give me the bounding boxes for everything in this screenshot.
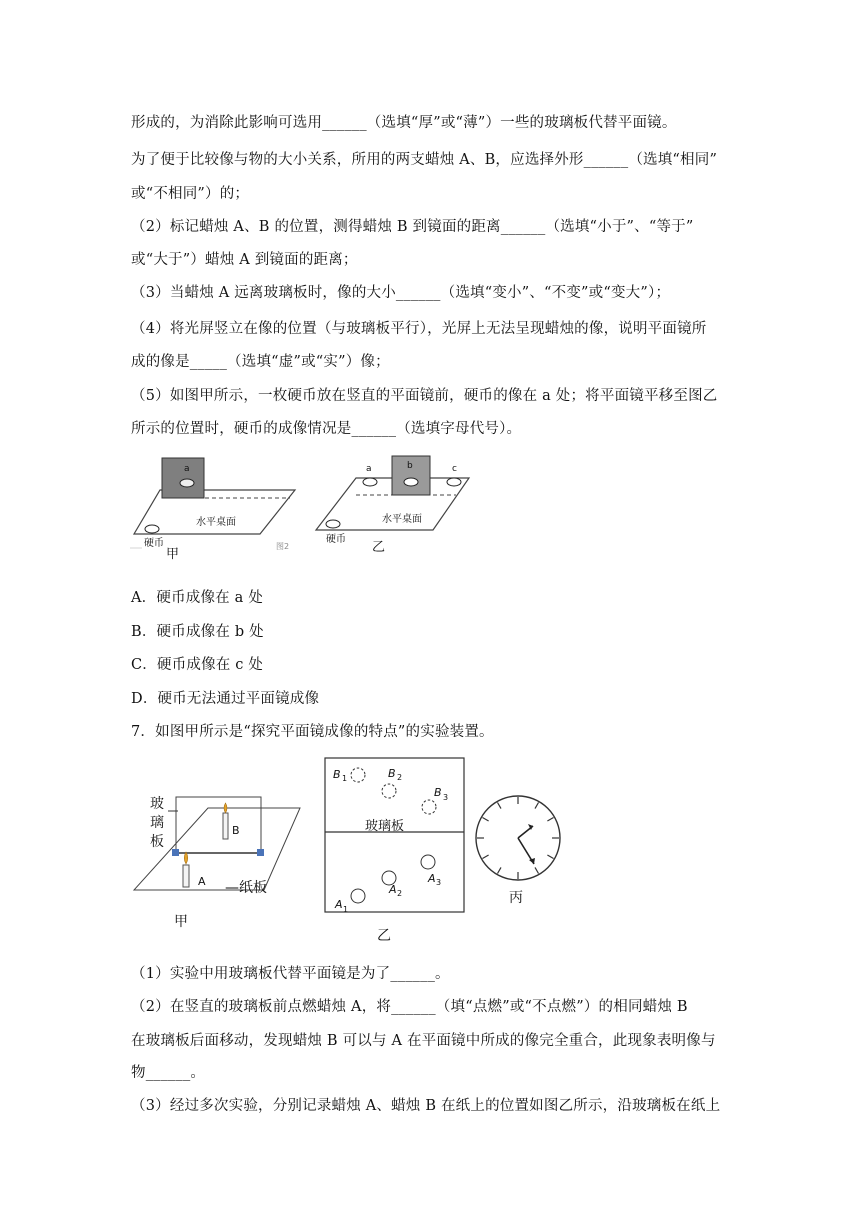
label-a2: A — [389, 883, 397, 896]
label-a2-sub: 2 — [397, 889, 403, 898]
text-line: 成的像是_____（选填“虚”或“实”）像； — [131, 354, 390, 370]
clock-tick — [483, 818, 489, 822]
candle-a — [183, 865, 189, 887]
text-line: 在玻璃板后面移动，发现蜡烛 B 可以与 A 在平面镜中所成的像完全重合，此现象表明像与 — [131, 1033, 716, 1049]
coin-label: 硬币 — [326, 534, 346, 545]
label-b3: B — [434, 786, 442, 799]
caption-bing: 丙 — [509, 890, 523, 906]
text-line: 或“不相同”）的； — [131, 186, 250, 202]
label-a: a — [366, 464, 372, 474]
coin-icon — [145, 525, 159, 533]
figure-coin-mirror — [130, 450, 480, 562]
text-line: 形成的，为消除此影响可选用______（选填“厚”或“薄”）一些的玻璃板代替平面镜。 — [131, 115, 677, 131]
label-a3: A — [428, 872, 436, 885]
text-line: 物______。 — [131, 1065, 206, 1081]
label-b: b — [407, 461, 413, 471]
text-line: （3）经过多次实验，分别记录蜡烛 A、蜡烛 B 在纸上的位置如图乙所示，沿玻璃板在纸上 — [131, 1098, 721, 1114]
clock-tick — [547, 818, 553, 822]
figure-yi — [325, 758, 464, 944]
text-line: 所示的位置时，硬币的成像情况是______（选填字母代号）。 — [131, 421, 522, 437]
glass-label: 板 — [150, 834, 164, 850]
label-b2: B — [388, 767, 396, 780]
figure-jia — [130, 458, 295, 562]
text-line: （1）实验中用玻璃板代替平面镜是为了______。 — [131, 966, 450, 982]
label-a: A — [198, 875, 206, 888]
caption-jia: 甲 — [166, 547, 180, 562]
figure-yi — [316, 456, 469, 555]
candle-b — [223, 813, 228, 839]
clock-tick — [547, 855, 553, 859]
figure-jia — [134, 795, 300, 930]
label-a1: A — [335, 898, 343, 911]
clock-tick — [535, 803, 539, 809]
caption-yi: 乙 — [377, 928, 391, 944]
option-b: B．硬币成像在 b 处 — [131, 624, 264, 640]
label-b1: B — [333, 768, 341, 781]
clock-tick — [483, 855, 489, 859]
glass-label: 璃 — [150, 815, 164, 831]
text-line: （2）标记蜡烛 A、B 的位置，测得蜡烛 B 到镜面的距离______（选填“小于”、“等于” — [131, 219, 694, 235]
label-b3-sub: 3 — [443, 793, 449, 802]
text-line: （4）将光屏竖立在像的位置（与玻璃板平行），光屏上无法呈现蜡烛的像，说明平面镜所 — [131, 321, 707, 337]
glass-plate — [176, 797, 261, 853]
text-line: （3）当蜡烛 A 远离玻璃板时，像的大小______（选填“变小”、“不变”或“变大”）； — [131, 285, 671, 301]
flame-icon — [224, 803, 227, 813]
coin-icon — [326, 520, 340, 528]
mirror-rect — [162, 458, 204, 498]
clock-tick — [498, 867, 502, 873]
glass-label: 玻 — [150, 796, 164, 812]
label-b1-sub: 1 — [342, 774, 348, 783]
text-line: （5）如图甲所示，一枚硬币放在竖直的平面镜前，硬币的像在 a 处；将平面镜平移至图乙 — [131, 388, 718, 404]
paper-label: —纸板 — [225, 880, 267, 896]
figure-bing-clock-icon — [476, 796, 560, 906]
caption-jia: 甲 — [174, 914, 188, 930]
fig-tag: 图2 — [276, 542, 290, 551]
text-line: （2）在竖直的玻璃板前点燃蜡烛 A，将______（填“点燃”或“不点燃”）的相同蜡烛 B — [131, 999, 688, 1015]
text-line: 为了便于比较像与物的大小关系，所用的两支蜡烛 A、B，应选择外形______（选填“相同” — [131, 152, 718, 168]
option-d: D．硬币无法通过平面镜成像 — [131, 691, 320, 707]
label-b2-sub: 2 — [397, 773, 403, 782]
question-7-title: 7．如图甲所示是“探究平面镜成像的特点”的实验装置。 — [131, 724, 494, 740]
table-label: 水平桌面 — [382, 514, 422, 525]
clock-tick — [498, 803, 502, 809]
label-c: c — [452, 464, 457, 474]
label-a1-sub: 1 — [343, 905, 349, 914]
label-b: B — [232, 824, 240, 837]
caption-yi: 乙 — [372, 540, 386, 555]
text-line: 或“大于”）蜡烛 A 到镜面的距离； — [131, 252, 358, 268]
table-label: 水平桌面 — [196, 517, 236, 528]
label-a: a — [184, 464, 190, 474]
clock-tick — [535, 867, 539, 873]
label-a3-sub: 3 — [436, 878, 442, 887]
glass-label: 玻璃板 — [365, 819, 405, 834]
coin-label: 硬币 — [144, 538, 164, 549]
option-c: C．硬币成像在 c 处 — [131, 657, 264, 673]
figure-candle-experiment — [128, 755, 568, 945]
flame-icon — [184, 852, 188, 864]
option-a: A．硬币成像在 a 处 — [131, 590, 264, 606]
